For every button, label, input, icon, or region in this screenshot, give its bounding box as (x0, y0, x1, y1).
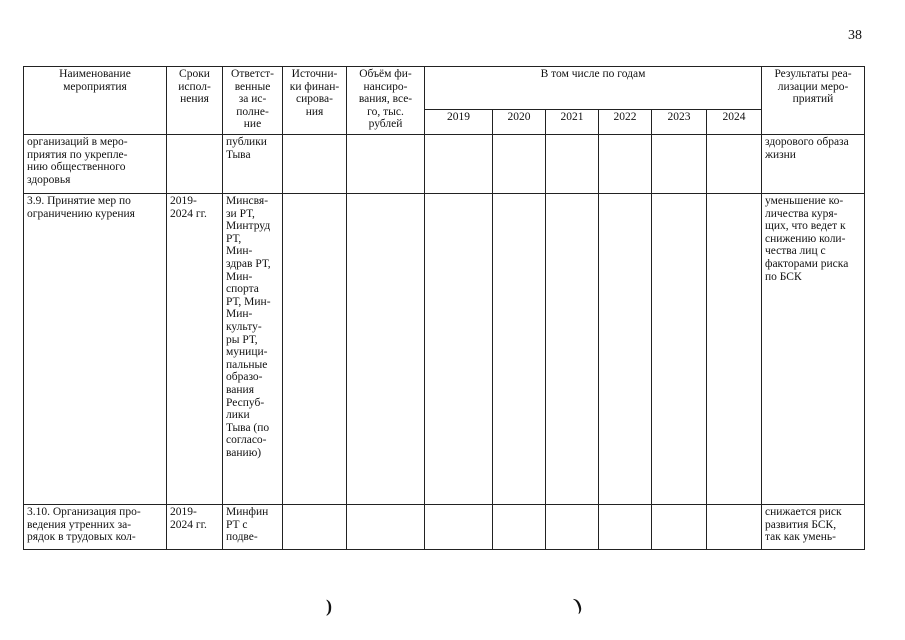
header-year-2020: 2020 (493, 110, 546, 135)
row-result-cell: уменьшение ко- личества куря- щих, что ведет к снижению коли- чества лиц с факторами риска по БСК (762, 194, 865, 505)
row-year-cell (425, 194, 493, 505)
row-sources-cell (283, 194, 347, 505)
header-year-2022: 2022 (599, 110, 652, 135)
row-year-cell (652, 505, 707, 550)
header-year-2019: 2019 (425, 110, 493, 135)
header-year-2023: 2023 (652, 110, 707, 135)
table-row (24, 505, 865, 550)
header-responsible: Ответст- венные за ис- полне- ние (223, 67, 283, 135)
row-year-cell (599, 135, 652, 194)
header-term: Сроки испол- нения (167, 67, 223, 135)
row-year-cell (599, 194, 652, 505)
bottom-mark-right: ) (571, 593, 585, 615)
row-year-cell (493, 194, 546, 505)
row-year-cell (707, 505, 762, 550)
row-sources-cell (283, 505, 347, 550)
page-number: 38 (848, 28, 862, 43)
row-year-cell (599, 505, 652, 550)
row-result-cell: здорового образа жизни (762, 135, 865, 194)
row-year-cell (425, 135, 493, 194)
row-term-cell: 2019- 2024 гг. (167, 194, 223, 505)
row-term-cell: 2019- 2024 гг. (167, 505, 223, 550)
row-term-cell (167, 135, 223, 194)
row-year-cell (546, 505, 599, 550)
row-name-cell: 3.9. Принятие мер по ограничению курения (24, 194, 167, 505)
row-responsible-cell: Минсвя- зи РТ, Минтруд РТ, Мин- здрав РТ, Мин- спорта РТ, Мин- Мин- культу- ры РТ, муници- пальные образо- вания Респуб- лики Тыва (по согласо- ванию) (223, 194, 283, 505)
row-volume-cell (347, 135, 425, 194)
row-volume-cell (347, 194, 425, 505)
row-year-cell (425, 505, 493, 550)
header-name: Наименование мероприятия (24, 67, 167, 135)
row-year-cell (546, 194, 599, 505)
row-year-cell (707, 135, 762, 194)
row-result-cell: снижается риск развития БСК, так как умень- (762, 505, 865, 550)
header-year-2021: 2021 (546, 110, 599, 135)
header-sources: Источни- ки финан- сирова- ния (283, 67, 347, 135)
row-year-cell (493, 505, 546, 550)
row-year-cell (493, 135, 546, 194)
row-year-cell (652, 194, 707, 505)
table-row (24, 194, 865, 505)
row-name-cell: 3.10. Организация про- ведения утренних за- рядок в трудовых кол- (24, 505, 167, 550)
header-years-group: В том числе по годам (425, 67, 762, 110)
row-responsible-cell: Минфин РТ с подве- (223, 505, 283, 550)
row-responsible-cell: публики Тыва (223, 135, 283, 194)
row-year-cell (546, 135, 599, 194)
bottom-mark-left: ) (326, 596, 332, 616)
plan-table (23, 66, 865, 550)
row-name-cell: организаций в меро- приятия по укрепле- нию общественного здоровья (24, 135, 167, 194)
header-volume: Объём фи- нансиро- вания, все- го, тыс. рублей (347, 67, 425, 135)
row-year-cell (707, 194, 762, 505)
table-row (24, 135, 865, 194)
row-year-cell (652, 135, 707, 194)
header-year-2024: 2024 (707, 110, 762, 135)
header-results: Результаты реа- лизации меро- приятий (762, 67, 865, 135)
row-sources-cell (283, 135, 347, 194)
row-volume-cell (347, 505, 425, 550)
